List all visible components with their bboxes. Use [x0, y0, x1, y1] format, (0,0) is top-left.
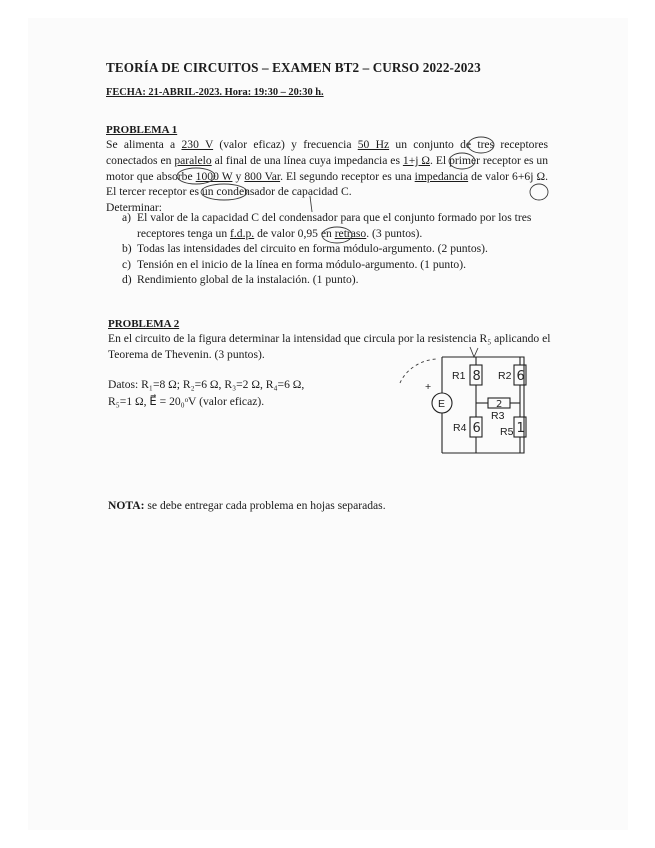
datos-line-2: R₅=1 Ω, E⃗ = 20₀ᵒV (valor eficaz). — [108, 395, 265, 408]
list-item: a) El valor de la capacidad C del condensador para que el conjunto formado por los tres receptores tenga un f.d.p. de valor 0,95 en retraso. (3 puntos). — [122, 211, 532, 240]
r2-handwritten-value: 6 — [516, 369, 525, 384]
r3-handwritten-value: 2 — [496, 399, 503, 410]
pencil-circle-mark — [201, 184, 247, 200]
pencil-arrow-mark — [310, 196, 312, 212]
r4-label: R4 — [453, 422, 467, 434]
r2-label: R2 — [498, 370, 512, 382]
list-item: d) Rendimiento global de la instalación. (1 punto). — [122, 273, 359, 287]
pencil-circle-mark — [449, 153, 475, 169]
r4-handwritten-value: 6 — [472, 421, 481, 436]
nota-line: NOTA: se debe entregar cada problema en hojas separadas. — [108, 499, 386, 512]
active-power: 1000 W — [195, 169, 233, 183]
impedancia-word: impedancia — [414, 169, 469, 183]
frequency-value: 50 Hz — [357, 138, 390, 151]
pencil-circle-mark — [468, 137, 494, 153]
r5-label: R5 — [500, 426, 514, 438]
pencil-circle-mark — [177, 168, 215, 184]
problem-1-statement: Se alimenta a 230 V (valor eficaz) y frecuencia 50 Hz un conjunto de tres receptores conectados en paralelo al final de una línea cuya impedancia es 1+j Ω. El primer receptor es un motor que absorbe 1000 W y 800 Var. El segundo receptor es una impedancia de valor 6+6j Ω. El tercer receptor es un condensador de capacidad C. Determinar: — [106, 138, 549, 215]
paralelo-word: paralelo — [174, 153, 212, 167]
pencil-circle-mark — [322, 227, 352, 243]
list-item: b) Todas las intensidades del circuito en forma módulo-argumento. (2 puntos). — [122, 242, 488, 256]
source-plus-sign: + — [425, 381, 432, 393]
list-item: c) Tensión en el inicio de la línea en forma módulo-argumento. (1 punto). — [122, 257, 466, 271]
determinar-label: Determinar: — [106, 201, 163, 215]
voltage-value: 230 V — [181, 138, 214, 151]
line-impedance: 1+j Ω — [402, 153, 430, 167]
exam-title: TEORÍA DE CIRCUITOS – EXAMEN BT2 – CURSO 2022-2023 — [106, 60, 481, 75]
r3-label: R3 — [491, 410, 505, 422]
exam-date: FECHA: 21-ABRIL-2023. Hora: 19:30 – 20:30 h. — [106, 87, 324, 98]
problem-1-heading: PROBLEMA 1 — [106, 124, 178, 136]
r1-label: R1 — [452, 370, 466, 382]
reactive-power: 800 Var — [244, 169, 281, 183]
pencil-circle-mark — [530, 184, 548, 200]
datos-line-1: Datos: R₁=8 Ω; R₂=6 Ω, R₃=2 Ω, R₄=6 Ω, — [108, 378, 305, 391]
r5-handwritten-value: 1 — [516, 421, 525, 436]
r1-handwritten-value: 8 — [472, 369, 481, 384]
source-label: E — [438, 398, 446, 410]
problem-2-statement: En el circuito de la figura determinar la intensidad que circula por la resistencia R₅ aplicando el Teorema de Thevenin. (3 puntos). — [108, 332, 551, 361]
problem-2-heading: PROBLEMA 2 — [108, 318, 180, 330]
